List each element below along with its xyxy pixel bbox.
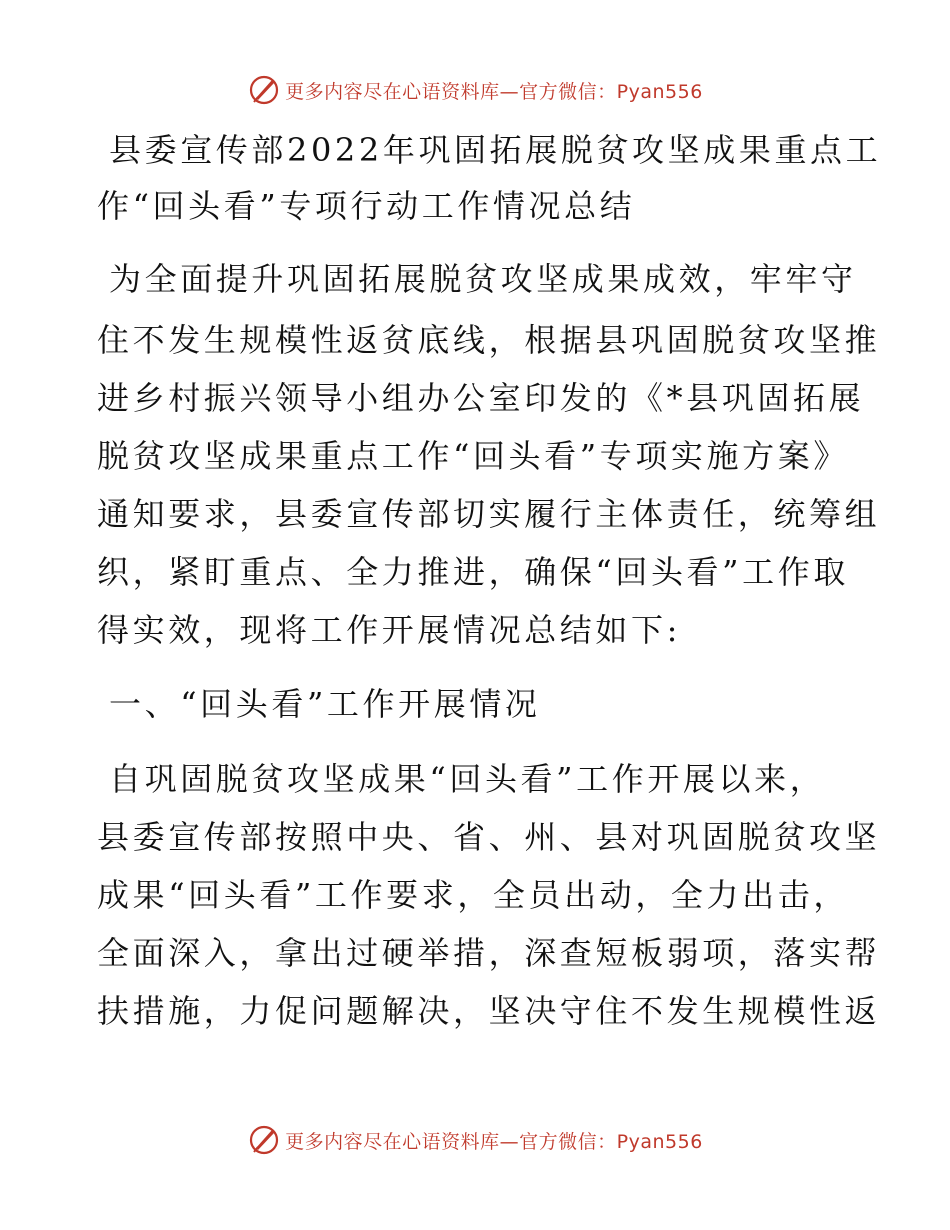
paragraph-2-line-3: 成果“回头看”工作要求，全员出动，全力出击， [97,876,849,914]
quill-pen-logo-icon [247,73,281,107]
paragraph-2-line-4: 全面深入，拿出过硬举措，深查短板弱项，落实帮 [97,934,881,972]
watermark-group [247,73,703,107]
paragraph-2-line-2: 县委宣传部按照中央、省、州、县对巩固脱贫攻坚 [97,818,881,856]
paragraph-2-line-5: 扶措施，力促问题解决，坚决守住不发生规模性返 [97,992,881,1030]
paragraph-1-line-4: 脱贫攻坚成果重点工作“回头看”专项实施方案》 [97,437,849,475]
paragraph-2-line-1: 自巩固脱贫攻坚成果“回头看”工作开展以来， [109,760,826,798]
document-title-line-1: 县委宣传部2022年巩固拓展脱贫攻坚成果重点工 [109,131,882,169]
watermark-banner-bottom [0,1120,950,1160]
paragraph-1-line-5: 通知要求，县委宣传部切实履行主体责任，统筹组 [97,495,881,533]
quill-pen-logo-icon [247,1123,281,1157]
watermark-text: 更多内容尽在心语资料库—官方微信：Pyan556 [285,80,703,103]
section-1-heading: 一、“回头看”工作开展情况 [109,685,541,723]
paragraph-1-line-7: 得实效，现将工作开展情况总结如下: [97,611,681,649]
watermark-text: 更多内容尽在心语资料库—官方微信：Pyan556 [285,1130,703,1153]
watermark-group [247,1123,703,1157]
document-title-line-2: 作“回头看”专项行动工作情况总结 [97,187,636,225]
paragraph-1-line-3: 进乡村振兴领导小组办公室印发的《*县巩固拓展 [97,379,865,417]
watermark-banner-top [0,70,950,110]
paragraph-1-line-1: 为全面提升巩固拓展脱贫攻坚成果成效，牢牢守 [109,260,857,298]
paragraph-1-line-2: 住不发生规模性返贫底线，根据县巩固脱贫攻坚推 [97,321,881,359]
paragraph-1-line-6: 织，紧盯重点、全力推进，确保“回头看”工作取 [97,553,849,591]
